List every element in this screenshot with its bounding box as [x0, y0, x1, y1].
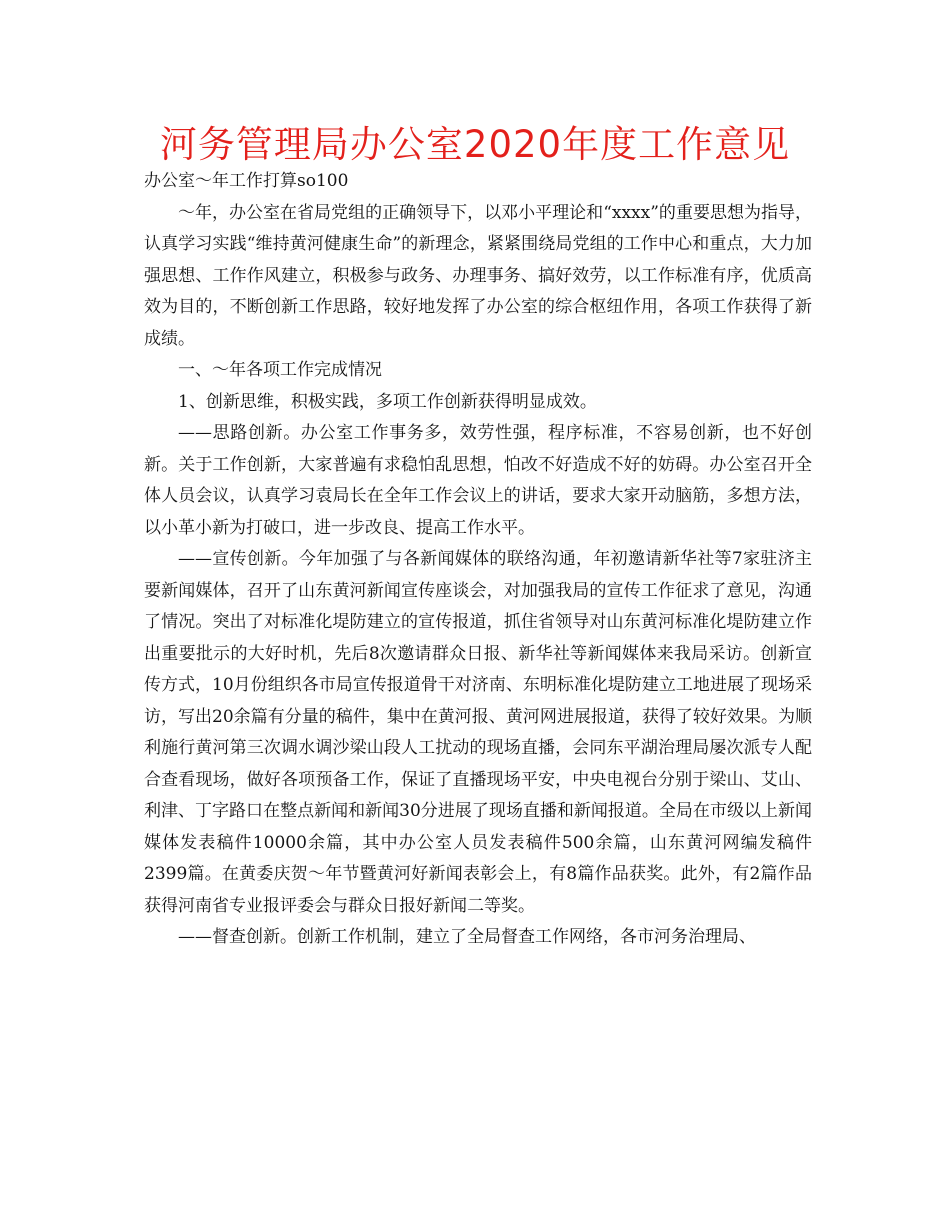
document-subtitle: 办公室～年工作打算so100	[144, 171, 349, 191]
section-heading: 一、～年各项工作完成情况	[178, 360, 382, 380]
paragraph-thinking-innovation: ——思路创新。办公室工作事务多，效劳性强，程序标准，不容易创新，也不好创新。关于工作创新，大家普遍有求稳怕乱思想，怕改不好造成不好的妨碍。办公室召开全体人员会议，认真学习袁局长在全年工作会议上的讲话，要求大家开动脑筋，多想方法，以小革小新为打破口，进一步改良、提高工作水平。	[144, 423, 812, 538]
paragraph-supervision-innovation: ——督查创新。创新工作机制，建立了全局督查工作网络，各市河务治理局、	[178, 927, 756, 947]
paragraph-publicity-innovation: ——宣传创新。今年加强了与各新闻媒体的联络沟通，年初邀请新华社等7家驻济主要新闻媒体，召开了山东黄河新闻宣传座谈会，对加强我局的宣传工作征求了意见，沟通了情况。突出了对标准化堤防建立的宣传报道，抓住省领导对山东黄河标准化堤防建立作出重要批示的大好时机，先后8次邀请群众日报、新华社等新闻媒体来我局采访。创新宣传方式，10月份组织各市局宣传报道骨干对济南、东明标准化堤防建立工地进展了现场采访，写出20余篇有分量的稿件，集中在黄河报、黄河网进展报道，获得了较好效果。为顺利施行黄河第三次调水调沙梁山段人工扰动的现场直播，会同东平湖治理局屡次派专人配合查看现场，做好各项预备工作，保证了直播现场平安，中央电视台分别于梁山、艾山、利津、丁字路口在整点新闻和新闻30分进展了现场直播和新闻报道。全局在市级以上新闻媒体发表稿件10000余篇，其中办公室人员发表稿件500余篇，山东黄河网编发稿件2399篇。在黄委庆贺～年节暨黄河好新闻表彰会上，有8篇作品获奖。此外，有2篇作品获得河南省专业报评委会与群众日报好新闻二等奖。	[144, 549, 812, 916]
paragraph-intro: ～年，办公室在省局党组的正确领导下，以邓小平理论和“xxxx”的重要思想为指导，认真学习实践“维持黄河健康生命”的新理念，紧紧围绕局党组的工作中心和重点，大力加强思想、工作作风建立，积极参与政务、办理事务、搞好效劳，以工作标准有序，优质高效为目的，不断创新工作思路，较好地发挥了办公室的综合枢纽作用，各项工作获得了新成绩。	[144, 202, 812, 349]
document-body	[144, 166, 812, 954]
subsection-heading: 1、创新思维，积极实践，多项工作创新获得明显成效。	[178, 391, 597, 412]
document-title: 河务管理局办公室2020年度工作意见	[159, 123, 791, 166]
